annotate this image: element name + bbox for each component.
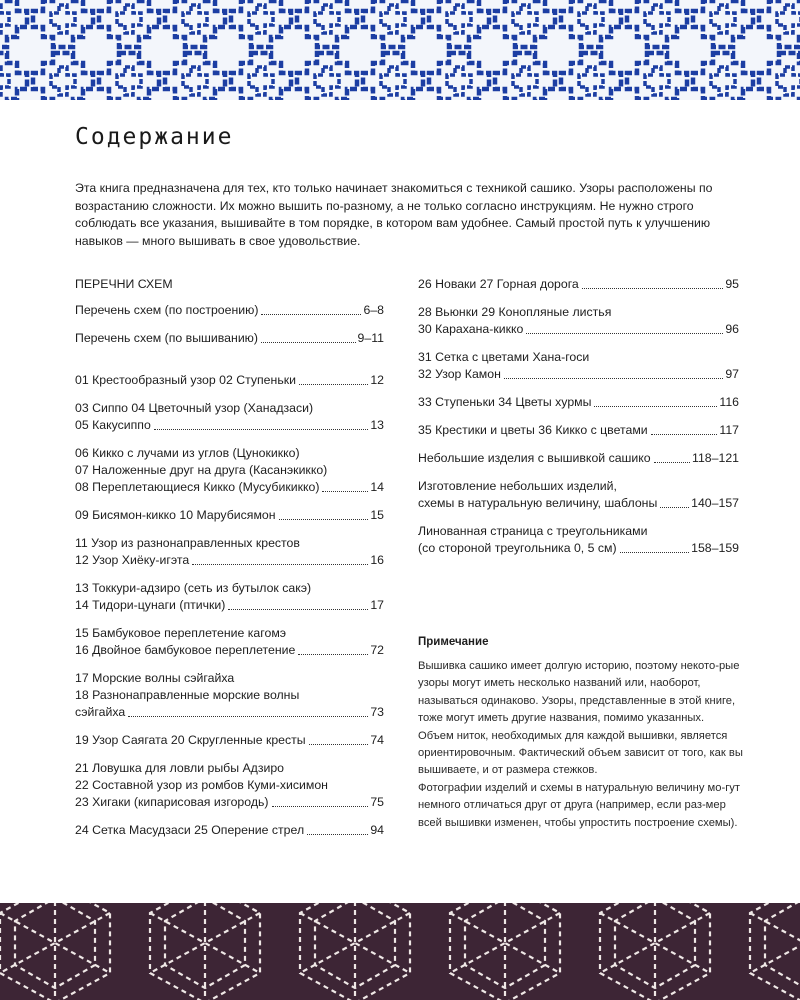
note-heading: Примечание [418,636,489,648]
toc-entry-small-items[interactable]: Небольшие изделия с вышивкой сашико 118–121 [418,451,739,465]
toc-entry-01[interactable]: 01 Крестообразный узор 02 Ступеньки 12 [75,373,384,387]
toc-entry-32[interactable]: 32 Узор Камон 97 [418,367,739,381]
toc-entry-33-34[interactable]: 33 Ступеньки 34 Цветы хурмы 116 [418,395,739,409]
toc-entry-30[interactable]: 30 Карахана-кикко 96 [418,322,739,336]
toc-entry-28-29[interactable]: 28 Вьюнки 29 Конопляные листья [418,305,612,319]
toc-section-heading: ПЕРЕЧНИ СХЕМ [75,277,173,291]
toc-entry-list-embroidery[interactable]: Перечень схем (по вышиванию) 9–11 [75,331,384,345]
toc-entry-06[interactable]: 06 Кикко с лучами из углов (Цунокикко) [75,446,300,460]
toc-entry-12[interactable]: 12 Узор Хиёку-игэта 16 [75,553,384,567]
toc-entry-19-20[interactable]: 19 Узор Саягата 20 Скругленные кресты 74 [75,733,384,747]
top-sashiko-banner [0,0,800,100]
toc-entry-08[interactable]: 08 Переплетающиеся Кикко (Мусубикикко) 14 [75,480,384,494]
toc-entry-18-cont[interactable]: сэйгайха 73 [75,705,384,719]
toc-entry-23[interactable]: 23 Хигаки (кипарисовая изгородь) 75 [75,795,384,809]
toc-entry-03-04[interactable]: 03 Сиппо 04 Цветочный узор (Ханадзаси) [75,401,314,415]
toc-entry-17[interactable]: 17 Морские волны сэйгайха [75,671,235,685]
intro-paragraph: Эта книга предназначена для тех, кто только начинает знакомиться с техникой сашико. Узоры расположены по возрастанию сложности. Их можно вышить по-разному, а не только согласно инструкциям. Не нужно строго соблюдать все указания, вышивайте в том порядке, в котором вам удобнее. Самый простой путь к улучшению навыков — много вышивать в свое удовольствие. [75,181,713,248]
toc-right-column [418,276,739,557]
toc-entry-making-items[interactable]: Изготовление небольших изделий, [418,479,617,493]
toc-entry-35-36[interactable]: 35 Крестики и цветы 36 Кикко с цветами 117 [418,423,739,437]
toc-entry-14[interactable]: 14 Тидори-цунаги (птички) 17 [75,598,384,612]
page-title: Содержание [75,124,234,150]
toc-entry-22[interactable]: 22 Составной узор из ромбов Куми-хисимон [75,778,328,792]
toc-entry-list-construction[interactable]: Перечень схем (по построению) 6–8 [75,303,384,317]
toc-entry-21[interactable]: 21 Ловушка для ловли рыбы Адзиро [75,761,285,775]
toc-entry-07[interactable]: 07 Наложенные друг на друга (Касанэкикко) [75,463,328,477]
toc-entry-lined-page[interactable]: Линованная страница с треугольниками [418,524,648,538]
toc-entry-13[interactable]: 13 Токкури-адзиро (сеть из бутылок сакэ) [75,581,312,595]
toc-entry-lined-page-size[interactable]: (со стороной треугольника 0, 5 см) 158–159 [418,541,739,555]
toc-entry-09-10[interactable]: 09 Бисямон-кикко 10 Марубисямон 15 [75,508,384,522]
toc-entry-18[interactable]: 18 Разнонаправленные морские волны [75,688,300,702]
toc-entry-31[interactable]: 31 Сетка с цветами Хана-госи [418,350,590,364]
toc-entry-26-27[interactable]: 26 Новаки 27 Горная дорога 95 [418,277,739,291]
note-paragraph-3: Фотографии изделий и схемы в натуральную величину мо-гут немного отличаться друг от друга (например, если раз-мер всей вышивки изменен, чтобы упростить построение схемы). [418,781,740,829]
toc-entry-16[interactable]: 16 Двойное бамбуковое переплетение 72 [75,643,384,657]
toc-entry-24-25[interactable]: 24 Сетка Масудзаси 25 Оперение стрел 94 [75,823,384,837]
note-paragraph-1: Вышивка сашико имеет долгую историю, поэтому некото-рые узоры могут иметь несколько названий или, наоборот, называться одинаково. Узоры, представленные в этой книге, тоже могут иметь другие названия, помимо указанных. [418,660,740,725]
blue-cross-pattern [0,0,800,100]
toc-entry-15[interactable]: 15 Бамбуковое переплетение кагомэ [75,626,287,640]
toc-entry-templates[interactable]: схемы в натуральную величину, шаблоны 140–157 [418,496,739,510]
toc-left-column [75,276,384,839]
bottom-sashiko-banner [0,903,800,1000]
toc-entry-11[interactable]: 11 Узор из разнонаправленных крестов [75,536,300,550]
toc-entry-05[interactable]: 05 Какусиппо 13 [75,418,384,432]
note-paragraph-2: Объем ниток, необходимых для каждой вышивки, является ориентировочным. Фактический объем зависит от того, как вы вышиваете, и от размера стежков. [418,729,743,777]
hexagon-stitch-pattern [0,903,800,1000]
note-body [418,658,743,832]
